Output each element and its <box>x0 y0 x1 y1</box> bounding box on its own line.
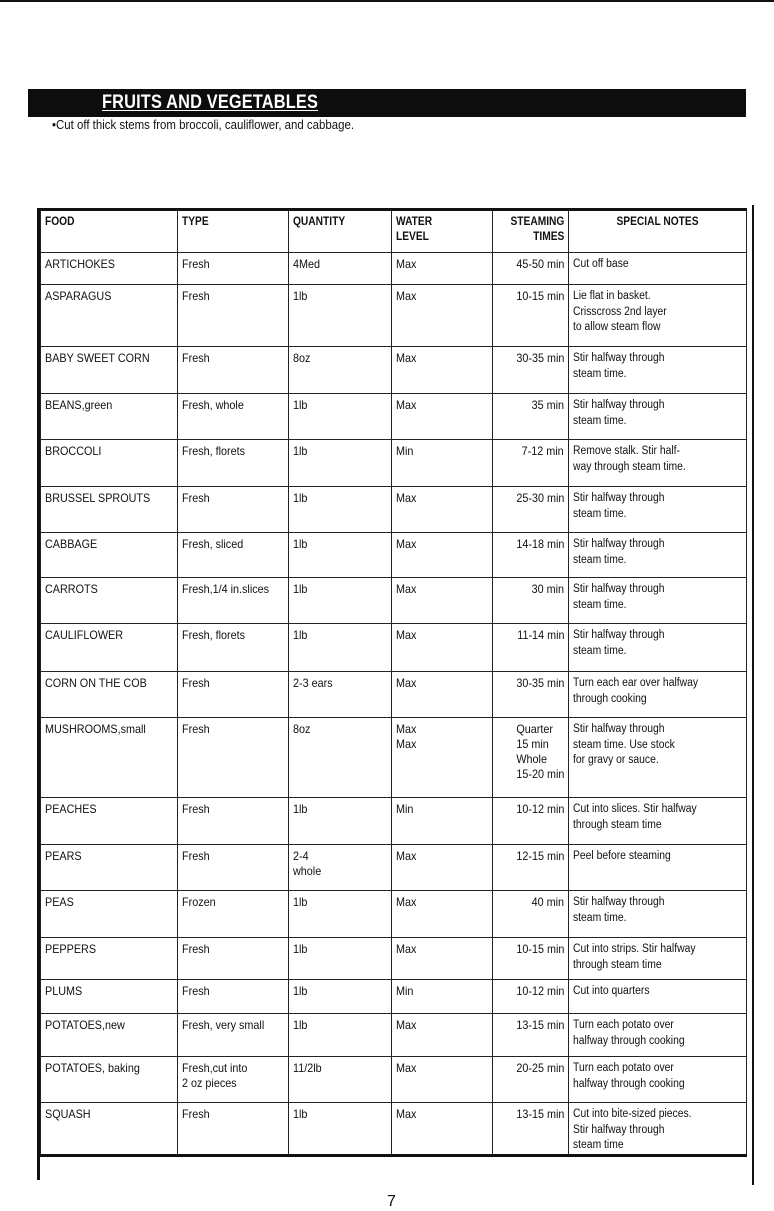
cell-special-notes: Stir halfway through steam time. <box>569 533 747 578</box>
cell-quantity: 8oz <box>289 347 392 394</box>
table-row <box>41 1103 747 1156</box>
cell-food: BRUSSEL SPROUTS <box>41 487 178 533</box>
cell-special-notes: Remove stalk. Stir half- way through steam time. <box>569 440 747 487</box>
cell-type: Fresh <box>178 718 289 798</box>
cell-water-level: Max <box>392 578 493 624</box>
cell-food: ASPARAGUS <box>41 285 178 347</box>
cell-special-notes: Cut into slices. Stir halfway through steam time <box>569 798 747 845</box>
cell-steaming-time: 30 min <box>493 578 569 624</box>
cell-quantity: 1lb <box>289 1103 392 1156</box>
cell-type: Fresh, florets <box>178 624 289 672</box>
cell-quantity: 1lb <box>289 394 392 440</box>
top-rule <box>0 0 774 2</box>
cell-special-notes: Turn each potato over halfway through cooking <box>569 1014 747 1057</box>
intro-note: •Cut off thick stems from broccoli, cauliflower, and cabbage. <box>52 117 355 132</box>
cell-quantity: 1lb <box>289 798 392 845</box>
cell-steaming-time: 30-35 min <box>493 347 569 394</box>
cell-water-level: Max <box>392 1103 493 1156</box>
table-row <box>41 980 747 1014</box>
cell-food: PEPPERS <box>41 938 178 980</box>
cell-type: Fresh, sliced <box>178 533 289 578</box>
header-food: FOOD <box>41 210 178 253</box>
table-row <box>41 798 747 845</box>
cell-type: Fresh, florets <box>178 440 289 487</box>
cell-steaming-time: 12-15 min <box>493 845 569 891</box>
cell-steaming-time: 10-15 min <box>493 938 569 980</box>
cell-special-notes: Stir halfway through steam time. <box>569 347 747 394</box>
cell-food: POTATOES,new <box>41 1014 178 1057</box>
table-row <box>41 285 747 347</box>
cell-water-level: Max <box>392 672 493 718</box>
cell-food: CAULIFLOWER <box>41 624 178 672</box>
table-row <box>41 718 747 798</box>
cell-special-notes: Cut into quarters <box>569 980 747 1014</box>
section-title: FRUITS AND VEGETABLES <box>102 92 319 113</box>
table-row <box>41 938 747 980</box>
cell-special-notes: Stir halfway through steam time. <box>569 578 747 624</box>
cell-steaming-time: 11-14 min <box>493 624 569 672</box>
cell-steaming-time: Quarter 15 min Whole 15-20 min <box>493 718 569 798</box>
cell-type: Fresh <box>178 1103 289 1156</box>
cell-water-level: Max <box>392 891 493 938</box>
cell-type: Fresh <box>178 347 289 394</box>
cell-food: BABY SWEET CORN <box>41 347 178 394</box>
cell-water-level: Max <box>392 938 493 980</box>
header-quantity: QUANTITY <box>289 210 392 253</box>
cell-special-notes: Stir halfway through steam time. <box>569 891 747 938</box>
cell-steaming-time: 13-15 min <box>493 1103 569 1156</box>
cell-water-level: Min <box>392 980 493 1014</box>
cell-steaming-time: 10-12 min <box>493 980 569 1014</box>
cell-special-notes: Stir halfway through steam time. <box>569 487 747 533</box>
cell-type: Fresh <box>178 938 289 980</box>
cell-water-level: Max Max <box>392 718 493 798</box>
cell-water-level: Max <box>392 394 493 440</box>
cell-quantity: 1lb <box>289 891 392 938</box>
cell-type: Fresh <box>178 798 289 845</box>
cell-type: Fresh,cut into 2 oz pieces <box>178 1057 289 1103</box>
cell-type: Fresh <box>178 845 289 891</box>
cell-type: Fresh <box>178 980 289 1014</box>
cell-steaming-time: 10-15 min <box>493 285 569 347</box>
cell-quantity: 1lb <box>289 980 392 1014</box>
cell-type: Fresh,1/4 in.slices <box>178 578 289 624</box>
cell-water-level: Min <box>392 798 493 845</box>
table-row <box>41 253 747 285</box>
cell-water-level: Max <box>392 347 493 394</box>
cell-food: BEANS,green <box>41 394 178 440</box>
table-row <box>41 1057 747 1103</box>
cell-quantity: 1lb <box>289 578 392 624</box>
header-steaming-times: STEAMING TIMES <box>493 210 569 253</box>
cell-food: CARROTS <box>41 578 178 624</box>
table-header-row <box>41 210 747 253</box>
cell-special-notes: Turn each potato over halfway through cooking <box>569 1057 747 1103</box>
cell-steaming-time: 30-35 min <box>493 672 569 718</box>
cell-food: BROCCOLI <box>41 440 178 487</box>
cell-food: PLUMS <box>41 980 178 1014</box>
cell-type: Fresh <box>178 487 289 533</box>
cell-quantity: 1lb <box>289 487 392 533</box>
cell-quantity: 4Med <box>289 253 392 285</box>
table-body <box>41 253 747 1156</box>
table-row <box>41 578 747 624</box>
table-row <box>41 394 747 440</box>
cell-special-notes: Cut into bite-sized pieces. Stir halfway through steam time <box>569 1103 747 1156</box>
cell-steaming-time: 40 min <box>493 891 569 938</box>
cell-food: SQUASH <box>41 1103 178 1156</box>
cell-water-level: Max <box>392 253 493 285</box>
cell-quantity: 8oz <box>289 718 392 798</box>
cell-type: Fresh, very small <box>178 1014 289 1057</box>
cell-special-notes: Lie flat in basket. Crisscross 2nd layer to allow steam flow <box>569 285 747 347</box>
cell-type: Fresh <box>178 672 289 718</box>
cell-special-notes: Stir halfway through steam time. <box>569 624 747 672</box>
cell-water-level: Max <box>392 845 493 891</box>
cell-quantity: 1lb <box>289 533 392 578</box>
cell-water-level: Max <box>392 1014 493 1057</box>
table-row <box>41 347 747 394</box>
cell-food: PEAS <box>41 891 178 938</box>
cell-food: CABBAGE <box>41 533 178 578</box>
cell-steaming-time: 13-15 min <box>493 1014 569 1057</box>
cell-type: Fresh, whole <box>178 394 289 440</box>
table-row <box>41 487 747 533</box>
cell-special-notes: Peel before steaming <box>569 845 747 891</box>
header-type: TYPE <box>178 210 289 253</box>
table-right-edge <box>752 205 754 1185</box>
table-row <box>41 440 747 487</box>
cell-steaming-time: 25-30 min <box>493 487 569 533</box>
cell-special-notes: Cut off base <box>569 253 747 285</box>
cell-water-level: Max <box>392 1057 493 1103</box>
cell-type: Fresh <box>178 285 289 347</box>
cell-steaming-time: 14-18 min <box>493 533 569 578</box>
cell-special-notes: Stir halfway through steam time. Use stock for gravy or sauce. <box>569 718 747 798</box>
cell-water-level: Max <box>392 285 493 347</box>
cell-food: CORN ON THE COB <box>41 672 178 718</box>
cell-quantity: 2-3 ears <box>289 672 392 718</box>
page-number: 7 <box>387 1193 396 1210</box>
cell-quantity: 11/2lb <box>289 1057 392 1103</box>
cell-quantity: 1lb <box>289 1014 392 1057</box>
cell-water-level: Max <box>392 533 493 578</box>
cell-steaming-time: 45-50 min <box>493 253 569 285</box>
table-row <box>41 672 747 718</box>
cell-water-level: Max <box>392 624 493 672</box>
cell-food: ARTICHOKES <box>41 253 178 285</box>
cell-quantity: 1lb <box>289 440 392 487</box>
cell-quantity: 1lb <box>289 285 392 347</box>
cell-steaming-time: 10-12 min <box>493 798 569 845</box>
table-row <box>41 1014 747 1057</box>
steaming-table <box>40 208 747 1157</box>
table-row <box>41 624 747 672</box>
cell-food: PEACHES <box>41 798 178 845</box>
cell-food: POTATOES, baking <box>41 1057 178 1103</box>
table-row <box>41 533 747 578</box>
header-water-level: WATER LEVEL <box>392 210 493 253</box>
cell-special-notes: Turn each ear over halfway through cooking <box>569 672 747 718</box>
cell-water-level: Min <box>392 440 493 487</box>
cell-special-notes: Cut into strips. Stir halfway through steam time <box>569 938 747 980</box>
cell-food: MUSHROOMS,small <box>41 718 178 798</box>
cell-steaming-time: 7-12 min <box>493 440 569 487</box>
header-special-notes: SPECIAL NOTES <box>569 210 747 253</box>
cell-food: PEARS <box>41 845 178 891</box>
cell-quantity: 2-4 whole <box>289 845 392 891</box>
cell-quantity: 1lb <box>289 938 392 980</box>
table-row <box>41 845 747 891</box>
cell-type: Frozen <box>178 891 289 938</box>
cell-type: Fresh <box>178 253 289 285</box>
cell-special-notes: Stir halfway through steam time. <box>569 394 747 440</box>
cell-quantity: 1lb <box>289 624 392 672</box>
cell-steaming-time: 20-25 min <box>493 1057 569 1103</box>
cell-water-level: Max <box>392 487 493 533</box>
section-header-bar <box>28 89 746 117</box>
table-row <box>41 891 747 938</box>
cell-steaming-time: 35 min <box>493 394 569 440</box>
